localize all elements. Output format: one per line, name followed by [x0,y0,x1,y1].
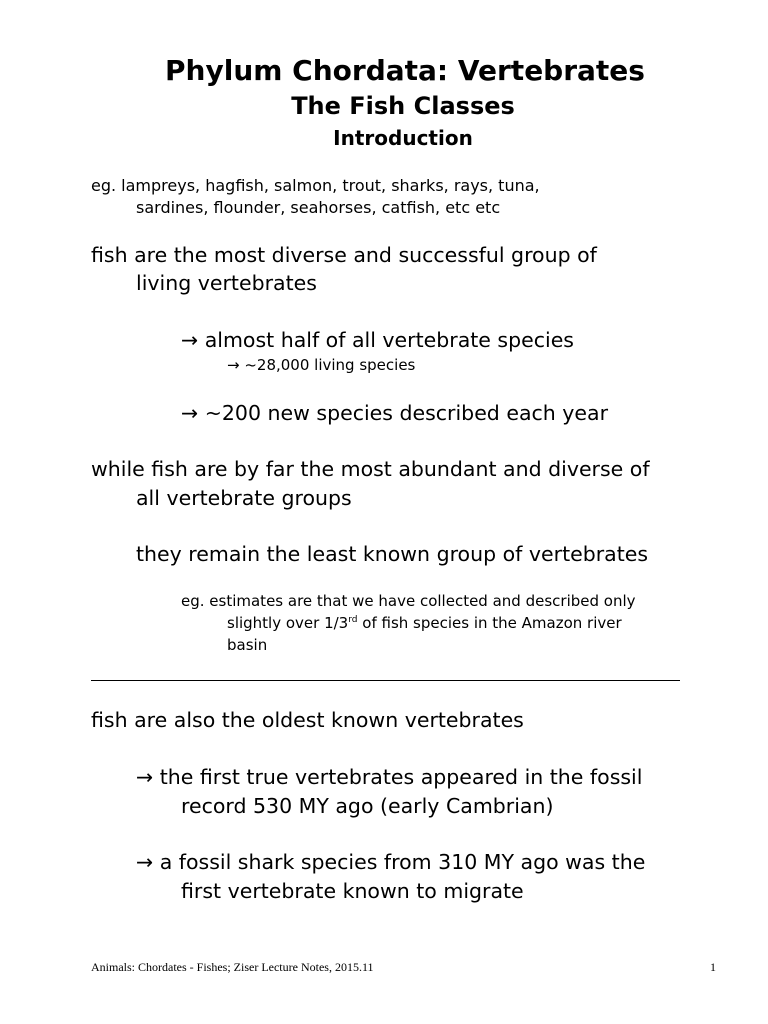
examples-line-2: sardines, flounder, seahorses, catfish, etc etc [136,198,501,217]
estimate-line-2 [227,614,622,632]
paragraph-least-known: they remain the least known group of vertebrates [136,542,649,566]
paragraph-diverse-line-1: fish are the most diverse and successful group of [91,243,597,267]
point-fossil-shark-line-1: → a fossil shark species from 310 MY ago was the [136,850,646,874]
paragraph-abundant-line-1: while fish are by far the most abundant and diverse of [91,457,650,481]
estimate-superscript: rd [348,615,358,625]
page-number: 1 [710,960,716,974]
footer-source: Animals: Chordates - Fishes; Ziser Lecture Notes, 2015.11 [91,960,374,974]
point-half-species: → almost half of all vertebrate species [181,328,574,352]
estimate-line-3: basin [227,636,268,654]
point-first-vertebrates-line-1: → the first true vertebrates appeared in the fossil [136,765,643,789]
examples-line-1: eg. lampreys, hagfish, salmon, trout, sharks, rays, tuna, [91,176,540,195]
point-first-vertebrates-line-2: record 530 MY ago (early Cambrian) [181,794,554,818]
subpoint-living-species: → ~28,000 living species [227,356,416,374]
page-title: Phylum Chordata: Vertebrates [165,54,645,87]
estimate-line-1: eg. estimates are that we have collected and described only [181,592,636,610]
horizontal-rule [91,680,680,681]
estimate-line-2-rest: of fish species in the Amazon river [357,614,622,632]
estimate-fraction: slightly over 1/3 [227,614,349,632]
paragraph-abundant-line-2: all vertebrate groups [136,486,352,510]
point-fossil-shark-line-2: first vertebrate known to migrate [181,879,524,903]
point-new-species: → ~200 new species described each year [181,401,609,425]
section-heading: Introduction [333,126,473,150]
page-subtitle: The Fish Classes [291,92,515,120]
paragraph-oldest: fish are also the oldest known vertebrates [91,708,524,732]
paragraph-diverse-line-2: living vertebrates [136,271,317,295]
